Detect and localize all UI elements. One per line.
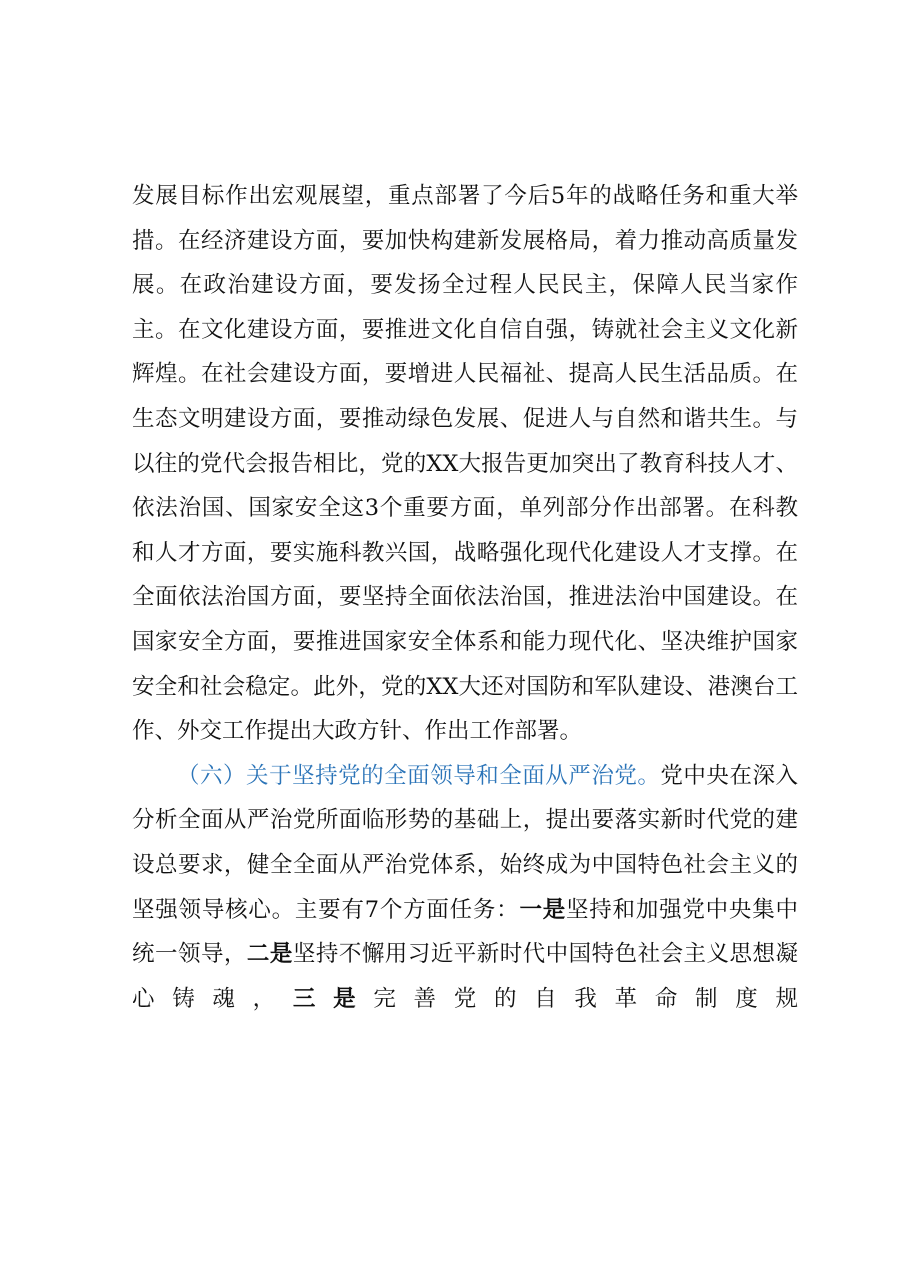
document-body — [132, 174, 798, 1021]
bold-ordinal: 三是 — [292, 985, 374, 1012]
bold-ordinal: 二是 — [246, 941, 293, 968]
bold-ordinal: 一是 — [519, 896, 567, 923]
paragraph-continued: 发展目标作出宏观展望，重点部署了今后5年的战略任务和重大举措。在经济建设方面，要加快构建新发展格局，着力推动高质量发展。在政治建设方面，要发扬全过程人民民主，保障人民当家作主。在文化建设方面，要推进文化自信自强，铸就社会主义文化新辉煌。在社会建设方面，要增进人民福祉、提高人民生活品质。在生态文明建设方面，要推动绿色发展、促进人与自然和谐共生。与以往的党代会报告相比，党的XX大报告更加突出了教育科技人才、依法治国、国家安全这3个重要方面，单列部分作出部署。在科教和人才方面，要实施科教兴国，战略强化现代化建设人才支撑。在全面依法治国方面，要坚持全面依法治国，推进法治中国建设。在国家安全方面，要推进国家安全体系和能力现代化、坚决维护国家安全和社会稳定。此外，党的XX大还对国防和军队建设、港澳台工作、外交工作提出大政方针、作出工作部署。 — [132, 183, 798, 745]
paragraph-text: 坚持不懈用习近平新时代中国特色社会主义思想凝心铸魂， — [132, 941, 798, 1012]
paragraph-text: 坚持和加强党中央集中统一领导， — [132, 896, 798, 968]
section-heading: （六）关于坚持党的全面领导和全面从严治党。 — [177, 762, 661, 789]
paragraph-text: 完善党的自我革命制度规 — [373, 985, 798, 1012]
paragraph-text: 党中央在深入分析全面从严治党所面临形势的基础上，提出要落实新时代党的建设总要求，健全全面从严治党体系，始终成为中国特色社会主义的坚强领导核心。主要有7个方面任务： — [132, 762, 798, 923]
paragraph-section-six — [132, 754, 798, 1022]
